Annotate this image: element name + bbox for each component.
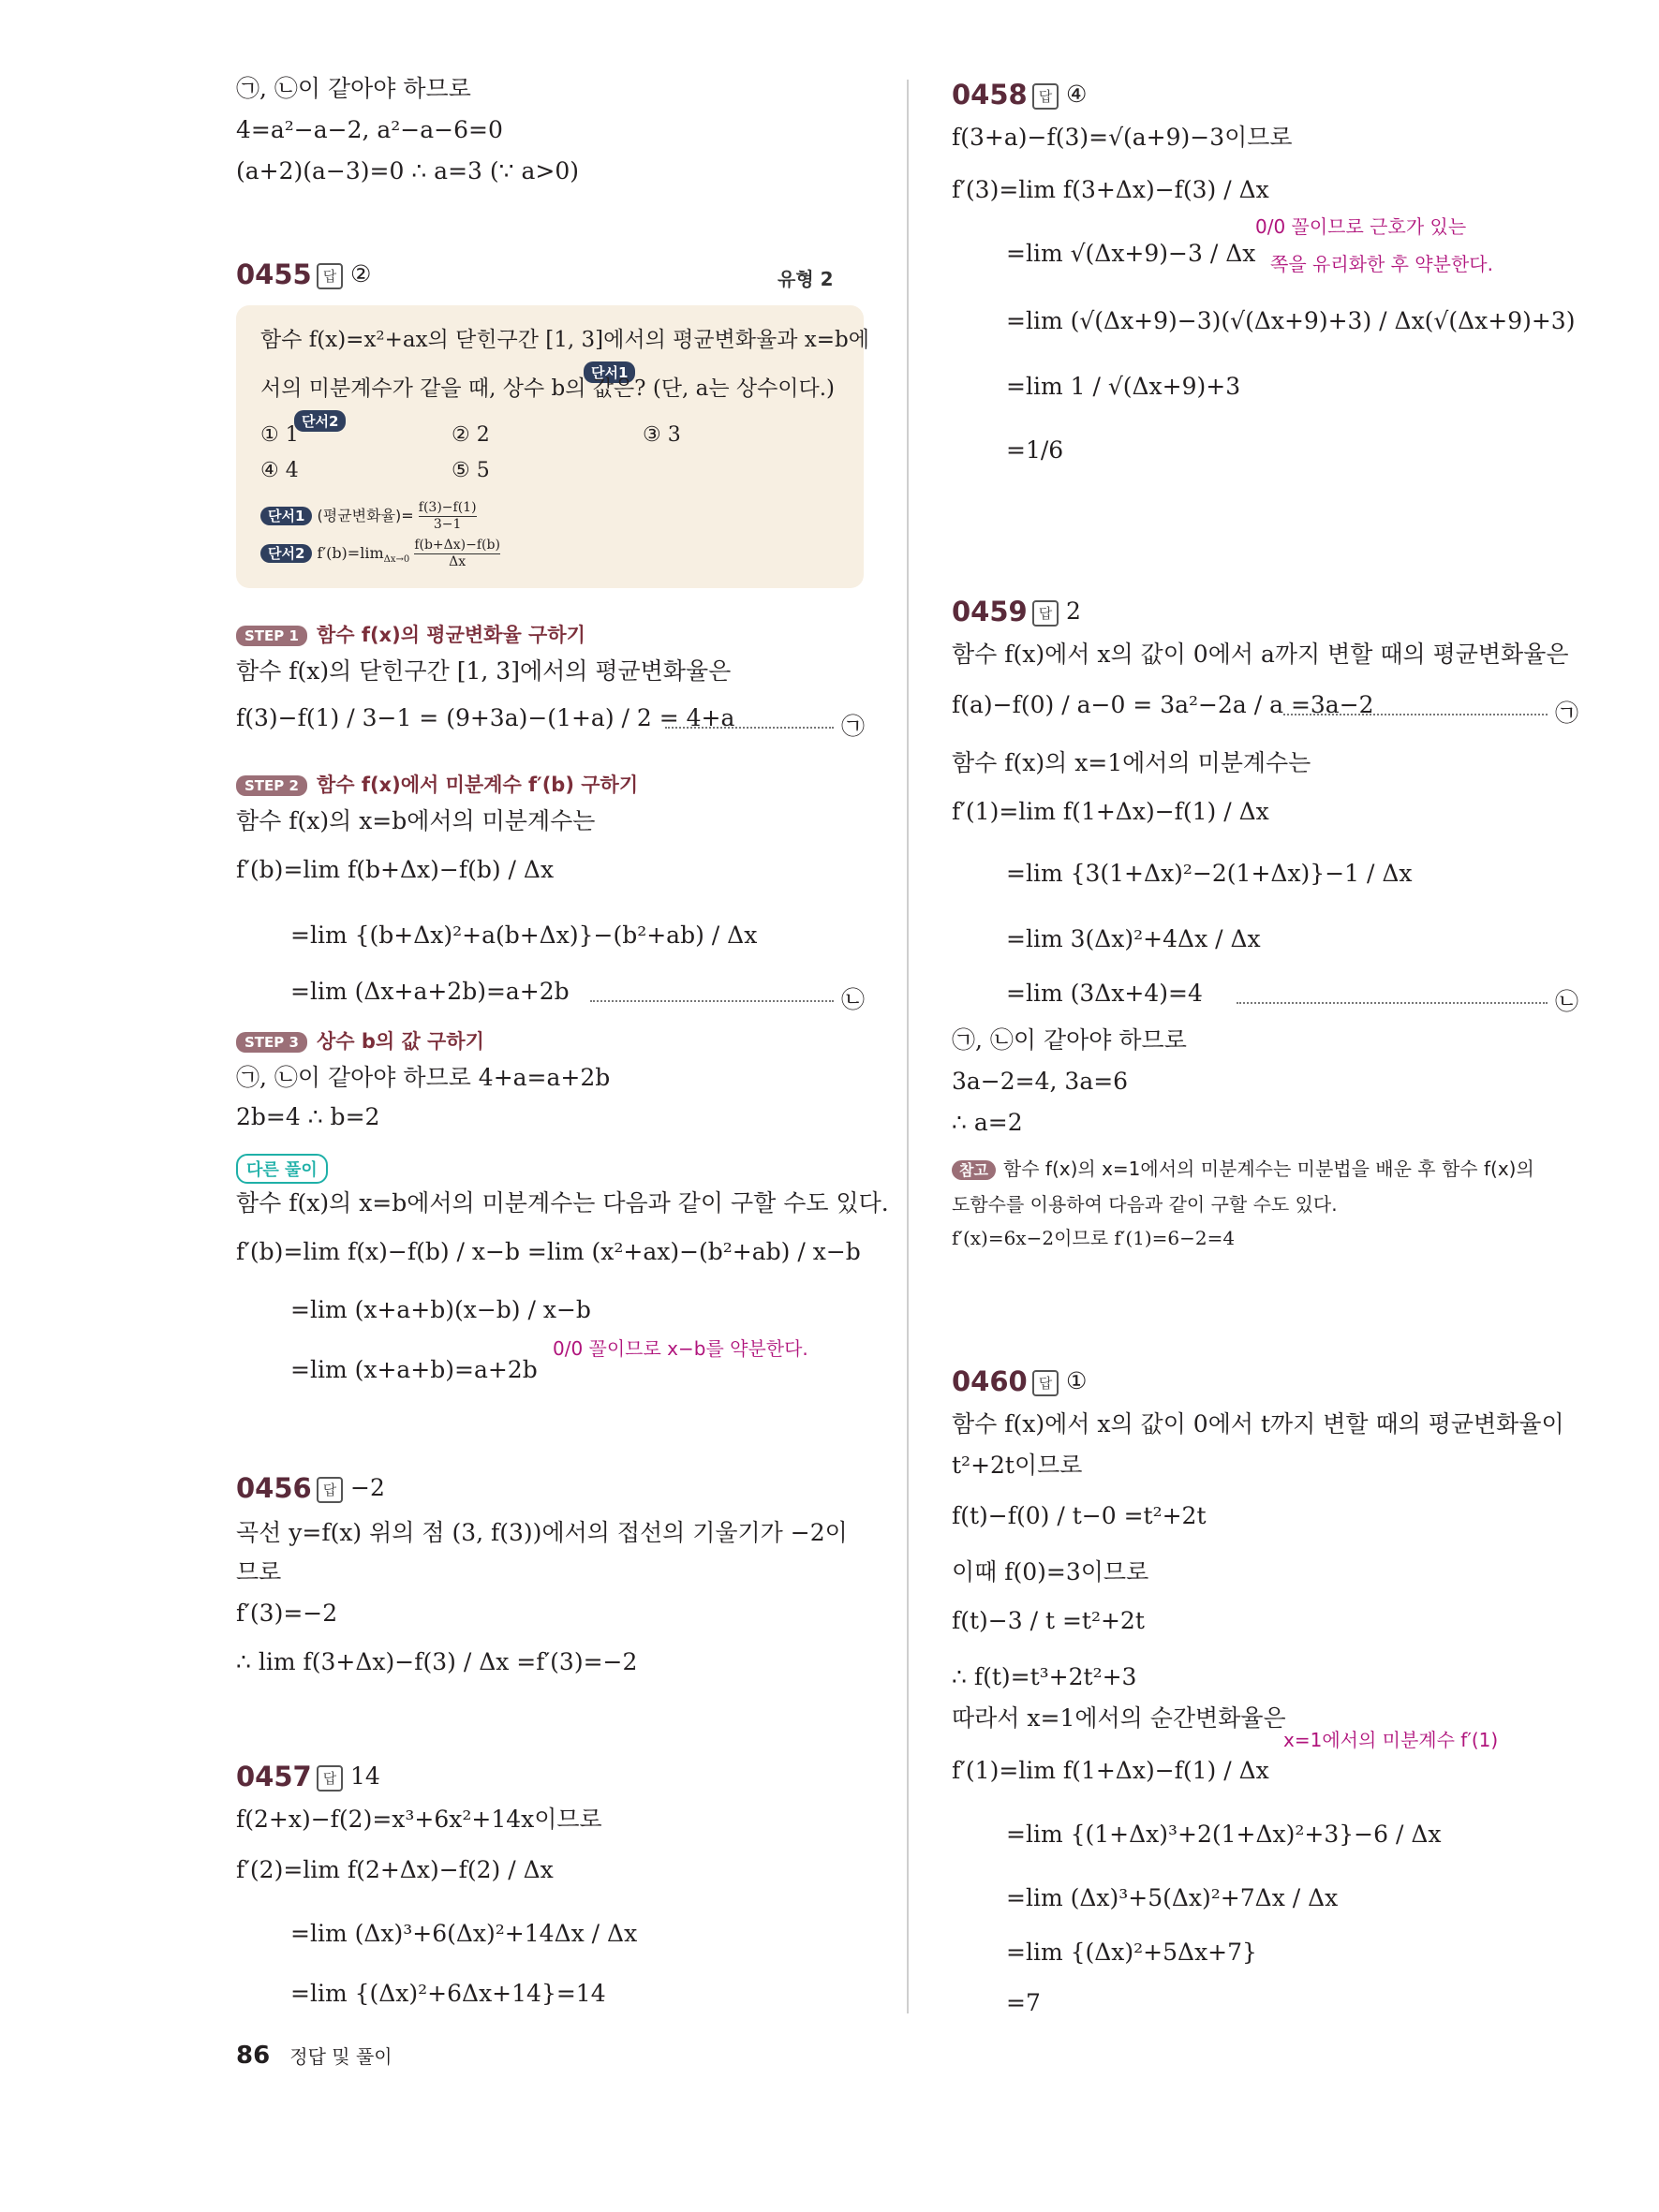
p459-line-9: 3a−2=4, 3a=6 [952, 1068, 1129, 1095]
p460-line-9: =lim {(1+Δx)³+2(1+Δx)²+3}−6 / Δx [1006, 1821, 1442, 1848]
hint-1 [260, 500, 477, 533]
problem-line-1: 함수 f(x)=x²+ax의 닫힌구간 [1, 3]에서의 평균변화율과 x=b에 [260, 328, 869, 352]
reference-line-1 [952, 1158, 1534, 1180]
answer [317, 260, 371, 289]
hint-marker-1: 단서1 [584, 361, 635, 383]
column-divider [907, 80, 909, 2013]
problem-number: 0460 [952, 1365, 1028, 1397]
p460-line-2: t²+2t이므로 [952, 1452, 1083, 1479]
hint-marker-2: 단서2 [294, 410, 346, 432]
problem-number: 0459 [952, 596, 1028, 627]
p460-line-7: 따라서 x=1에서의 순간변화율은 [952, 1704, 1286, 1732]
alt-solution-label: 다른 풀이 [236, 1154, 328, 1184]
p456-line-3: f′(3)=−2 [236, 1600, 338, 1627]
answer [1032, 597, 1081, 627]
step-2-line-4: =lim (Δx+a+2b)=a+2b [290, 978, 570, 1005]
p458-line-2: f′(3)=lim f(3+Δx)−f(3) / Δx [952, 176, 1269, 203]
problem-box [236, 305, 869, 588]
problem-line-2: 서의 미분계수가 같을 때, 상수 b의 값은? (단, a는 상수이다.) [260, 376, 836, 401]
answer-tag: 답 [317, 1765, 343, 1792]
p460-line-1: 함수 f(x)에서 x의 값이 0에서 t까지 변할 때의 평균변화율이 [952, 1410, 1564, 1438]
p460-line-10: =lim (Δx)³+5(Δx)²+7Δx / Δx [1006, 1884, 1339, 1911]
step-1-badge: STEP 1 [236, 626, 307, 646]
footer-label: 정답 및 풀이 [289, 2045, 393, 2068]
hint-1-label: 단서1 [260, 507, 312, 525]
page-footer [236, 2042, 393, 2070]
problem-number: 0457 [236, 1761, 312, 1792]
choice-1: ① 1 [260, 423, 299, 447]
p459-line-3: 함수 f(x)의 x=1에서의 미분계수는 [952, 749, 1311, 776]
problem-number: 0458 [952, 79, 1028, 111]
top-line-2: 4=a²−a−2, a²−a−6=0 [236, 116, 503, 143]
step-3-line-1: ㉠, ㉡이 같아야 하므로 4+a=a+2b [236, 1064, 611, 1091]
answer [317, 1474, 385, 1503]
alt-note: 0/0 꼴이므로 x−b를 약분한다. [553, 1337, 808, 1360]
p460-note: x=1에서의 미분계수 f′(1) [1283, 1729, 1499, 1751]
p460-line-4: 이때 f(0)=3이므로 [952, 1558, 1149, 1585]
hint-1-den: 3−1 [433, 516, 462, 532]
answer-value: ② [350, 260, 372, 288]
hint-2-text: f′(b)=lim [317, 543, 384, 562]
alt-line-1: 함수 f(x)의 x=b에서의 미분계수는 다음과 같이 구할 수도 있다. [236, 1189, 889, 1217]
hint-2-den: Δx [449, 553, 467, 569]
page-number: 86 [236, 2042, 271, 2070]
alt-line-3: =lim (x+a+b)(x−b) / x−b [290, 1296, 591, 1323]
step-1-title: 함수 f(x)의 평균변화율 구하기 [316, 624, 585, 646]
p459-line-6: =lim 3(Δx)²+4Δx / Δx [1006, 925, 1261, 952]
p459-line-4: f′(1)=lim f(1+Δx)−f(1) / Δx [952, 798, 1269, 825]
dotted-leader [665, 727, 834, 729]
step-2-heading [236, 770, 638, 798]
p456-line-1: 곡선 y=f(x) 위의 점 (3, f(3))에서의 접선의 기울기가 −2이 [236, 1519, 848, 1546]
p460-line-12: =7 [1006, 1989, 1041, 2016]
hint-2-sub: Δx→0 [383, 553, 410, 565]
step-2-badge: STEP 2 [236, 775, 307, 796]
step-2-line-3: =lim {(b+Δx)²+a(b+Δx)}−(b²+ab) / Δx [290, 922, 758, 949]
p457-line-1: f(2+x)−f(2)=x³+6x²+14x이므로 [236, 1806, 602, 1833]
p458-note-1: 0/0 꼴이므로 근호가 있는 [1255, 215, 1467, 238]
answer [1032, 81, 1087, 110]
reference-line-2: 도함수를 이용하여 다음과 같이 구할 수도 있다. [952, 1193, 1338, 1216]
p458-line-6: =1/6 [1006, 436, 1064, 464]
hint-1-text: (평균변화율)= [317, 506, 414, 524]
answer-value: 2 [1066, 597, 1081, 625]
answer-tag: 답 [1032, 83, 1059, 110]
answer-value: 14 [350, 1762, 380, 1790]
dotted-leader [1237, 1002, 1548, 1004]
hint-2-num: f(b+Δx)−f(b) [414, 538, 500, 553]
dotted-leader [1283, 714, 1548, 715]
p457-line-2: f′(2)=lim f(2+Δx)−f(2) / Δx [236, 1856, 554, 1883]
answer-tag: 답 [1032, 600, 1059, 627]
p458-line-4: =lim (√(Δx+9)−3)(√(Δx+9)+3) / Δx(√(Δx+9)+3) [1006, 307, 1576, 334]
hint-1-num: f(3)−f(1) [418, 500, 477, 515]
reference-line-3: f′(x)=6x−2이므로 f′(1)=6−2=4 [952, 1227, 1236, 1249]
problem-number: 0455 [236, 258, 312, 290]
p456-line-4: ∴ lim f(3+Δx)−f(3) / Δx =f′(3)=−2 [236, 1648, 638, 1675]
p456-line-2: 므로 [236, 1558, 282, 1585]
mark-1: ㉠ [1555, 700, 1579, 727]
p460-line-8: f′(1)=lim f(1+Δx)−f(1) / Δx [952, 1757, 1269, 1784]
mark-1: ㉠ [841, 713, 866, 740]
step-3-badge: STEP 3 [236, 1032, 307, 1053]
hint-2-label: 단서2 [260, 544, 312, 563]
p459-line-1: 함수 f(x)에서 x의 값이 0에서 a까지 변할 때의 평균변화율은 [952, 641, 1569, 668]
p460-line-11: =lim {(Δx)²+5Δx+7} [1006, 1939, 1257, 1966]
p459-line-5: =lim {3(1+Δx)²−2(1+Δx)}−1 / Δx [1006, 860, 1413, 887]
choice-5: ⑤ 5 [452, 459, 490, 482]
p459-line-2: f(a)−f(0) / a−0 = 3a²−2a / a =3a−2 [952, 691, 1374, 718]
p460-line-5: f(t)−3 / t =t²+2t [952, 1607, 1145, 1634]
mark-2: ㉡ [841, 986, 866, 1013]
answer-tag: 답 [317, 1477, 343, 1503]
p458-line-3: =lim √(Δx+9)−3 / Δx [1006, 240, 1256, 267]
answer-value: ④ [1066, 81, 1088, 108]
answer [317, 1762, 380, 1792]
choice-4: ④ 4 [260, 459, 299, 482]
problem-number: 0456 [236, 1472, 312, 1504]
p459-line-7: =lim (3Δx+4)=4 [1006, 980, 1203, 1007]
p458-note-2: 쪽을 유리화한 후 약분한다. [1270, 253, 1493, 275]
step-3-line-2: 2b=4 ∴ b=2 [236, 1103, 380, 1130]
step-2-title: 함수 f(x)에서 미분계수 f′(b) 구하기 [316, 774, 639, 796]
p460-line-3: f(t)−f(0) / t−0 =t²+2t [952, 1502, 1207, 1529]
mark-2: ㉡ [1555, 988, 1579, 1015]
answer-tag: 답 [317, 263, 343, 289]
p459-line-10: ∴ a=2 [952, 1109, 1023, 1136]
alt-line-2: f′(b)=lim f(x)−f(b) / x−b =lim (x²+ax)−(b²+ab) / x−b [236, 1238, 861, 1265]
step-1-heading [236, 620, 585, 648]
reference-text-1: 함수 f(x)의 x=1에서의 미분계수는 미분법을 배운 후 함수 f(x)의 [1002, 1158, 1534, 1180]
answer [1032, 1367, 1087, 1396]
alt-line-4: =lim (x+a+b)=a+2b [290, 1356, 538, 1383]
p459-line-8: ㉠, ㉡이 같아야 하므로 [952, 1026, 1187, 1054]
p460-line-6: ∴ f(t)=t³+2t²+3 [952, 1663, 1137, 1690]
step-3-title: 상수 b의 값 구하기 [316, 1030, 484, 1053]
choice-3: ③ 3 [643, 423, 681, 447]
step-2-line-2: f′(b)=lim f(b+Δx)−f(b) / Δx [236, 856, 555, 883]
dotted-leader [590, 1000, 834, 1002]
top-line-3: (a+2)(a−3)=0 ∴ a=3 (∵ a>0) [236, 157, 580, 184]
p457-line-4: =lim {(Δx)²+6Δx+14}=14 [290, 1980, 606, 2007]
reference-label: 참고 [952, 1160, 996, 1180]
hint-2 [260, 538, 500, 570]
p458-line-1: f(3+a)−f(3)=√(a+9)−3이므로 [952, 124, 1293, 151]
top-line-1: ㉠, ㉡이 같아야 하므로 [236, 75, 471, 102]
hint-1-frac [419, 500, 477, 533]
choice-2: ② 2 [452, 423, 490, 447]
step-2-line-1: 함수 f(x)의 x=b에서의 미분계수는 [236, 807, 596, 834]
type-label: 유형 2 [778, 268, 834, 290]
step-3-heading [236, 1026, 484, 1054]
answer-value: −2 [350, 1474, 385, 1501]
hint-2-frac [414, 538, 500, 570]
answer-tag: 답 [1032, 1370, 1059, 1396]
step-1-line-2: f(3)−f(1) / 3−1 = (9+3a)−(1+a) / 2 = 4+a [236, 704, 735, 731]
p458-line-5: =lim 1 / √(Δx+9)+3 [1006, 373, 1241, 400]
step-1-line-1: 함수 f(x)의 닫힌구간 [1, 3]에서의 평균변화율은 [236, 657, 732, 685]
answer-value: ① [1066, 1367, 1088, 1394]
p457-line-3: =lim (Δx)³+6(Δx)²+14Δx / Δx [290, 1920, 638, 1947]
